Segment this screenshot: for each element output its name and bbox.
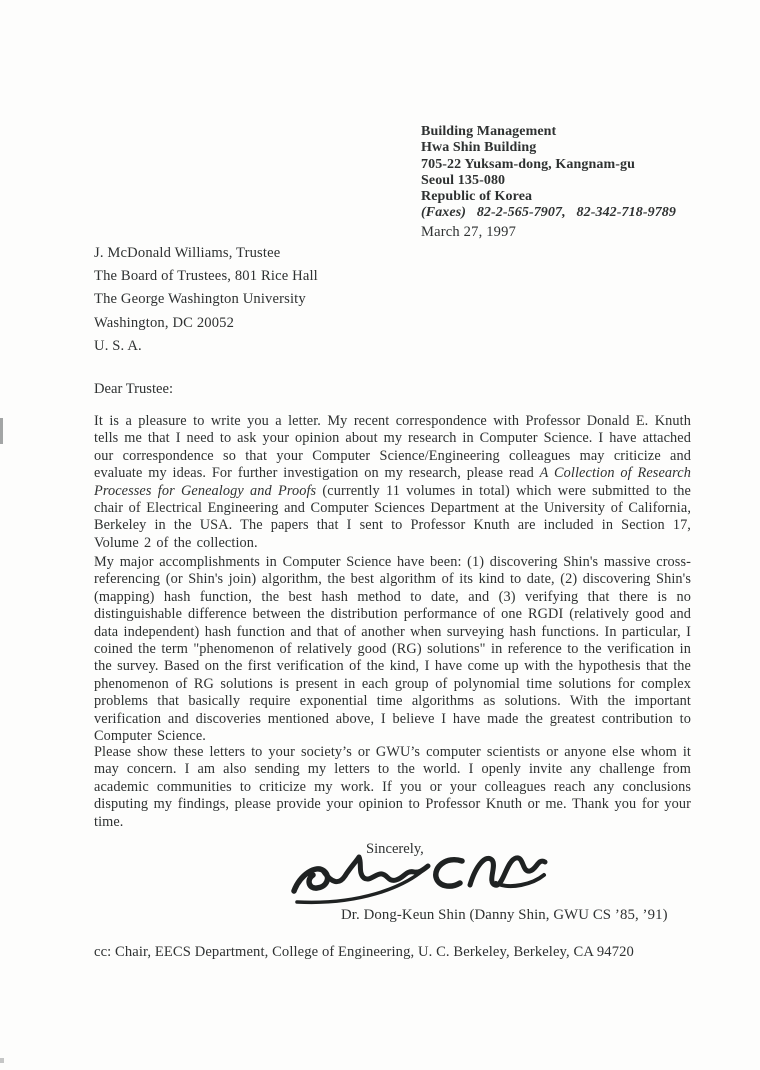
paragraph-1-text-after: (currently 11 volumes in total) which were submitted to the chair of Electrical Engineering and Computer Sciences Department at the University of California, Berkeley in the USA. The papers that I sent to Professor Knuth are included in Section 17, Volume 2 of the collection. [94, 482, 692, 551]
sender-line: Republic of Korea [421, 189, 533, 205]
letter-date: March 27, 1997 [421, 223, 517, 240]
signature-name-line: Dr. Dong-Keun Shin (Danny Shin, GWU CS ’85, ’91) [341, 907, 668, 923]
body-paragraph-2: My major accomplishments in Computer Science have been: (1) discovering Shin's massive cross-referencing (or Shin's join) algorithm, the best algorithm of its kind to date, (2) discovering Shin's (mapping) hash function, the best hash method to date, and (3) verifying that there is no distinguishable difference between the distribution performance of one RGDI (relatively good and data independent) hash function and that of another when surveying hash functions. In particular, I coined the term "phenomenon of relatively good (RG) solutions" in reference to the verification in the survey. Based on the first verification of the kind, I have come up with the hypothesis that the phenomenon of RG solutions is present in each group of polynomial time solutions for complex problems that basically require exponential time algorithms as solutions. With the important verification and discoveries mentioned above, I believe I have made the greatest contribution to Computer Science. [94, 554, 691, 745]
recipient-line: The Board of Trustees, 801 Rice Hall [94, 268, 318, 285]
recipient-line: Washington, DC 20052 [94, 314, 235, 331]
paragraph-1-text-before: It is a pleasure to write you a letter. My recent correspondence with Professor Donald E. Knuth tells me that I need to ask your opinion about my research in Computer Science. I have attached our correspondence so that your Computer Science/Engineering colleagues may criticize and evaluate my ideas. For further investigation on my research, please read [94, 413, 691, 482]
sender-line: 705-22 Yuksam-dong, Kangnam-gu [421, 156, 635, 172]
valediction: Sincerely, [366, 841, 424, 857]
sender-fax-line: (Faxes) 82-2-565-7907, 82-342-718-9789 [421, 205, 676, 221]
sender-line: Seoul 135-080 [421, 172, 506, 188]
body-paragraph-1 [94, 413, 691, 552]
handwritten-signature-icon [286, 849, 556, 911]
cc-line: cc: Chair, EECS Department, College of Engineering, U. C. Berkeley, Berkeley, CA 94720 [94, 944, 634, 960]
recipient-address-block [94, 242, 318, 358]
paragraph-1-italic-title: A Collection of Research Processes for Genealogy and Proofs [94, 465, 691, 499]
recipient-line: J. McDonald Williams, Trustee [94, 245, 281, 261]
scan-edge-artifact [0, 418, 3, 444]
salutation: Dear Trustee: [94, 381, 174, 397]
recipient-line: The George Washington University [94, 291, 306, 308]
sender-line: Hwa Shin Building [421, 140, 537, 156]
sender-line: Building Management [421, 124, 557, 139]
scan-corner-artifact [0, 1058, 4, 1063]
recipient-line: U. S. A. [94, 337, 142, 354]
sender-address-block [421, 124, 676, 240]
body-paragraph-3: Please show these letters to your society’s or GWU’s computer scientists or anyone else whom it may concern. I am also sending my letters to the world. I openly invite any challenge from academic communities to criticize my work. If you or your colleagues reach any conclusions disputing my findings, please provide your opinion to Professor Knuth or me. Thank you for your time. [94, 744, 691, 830]
